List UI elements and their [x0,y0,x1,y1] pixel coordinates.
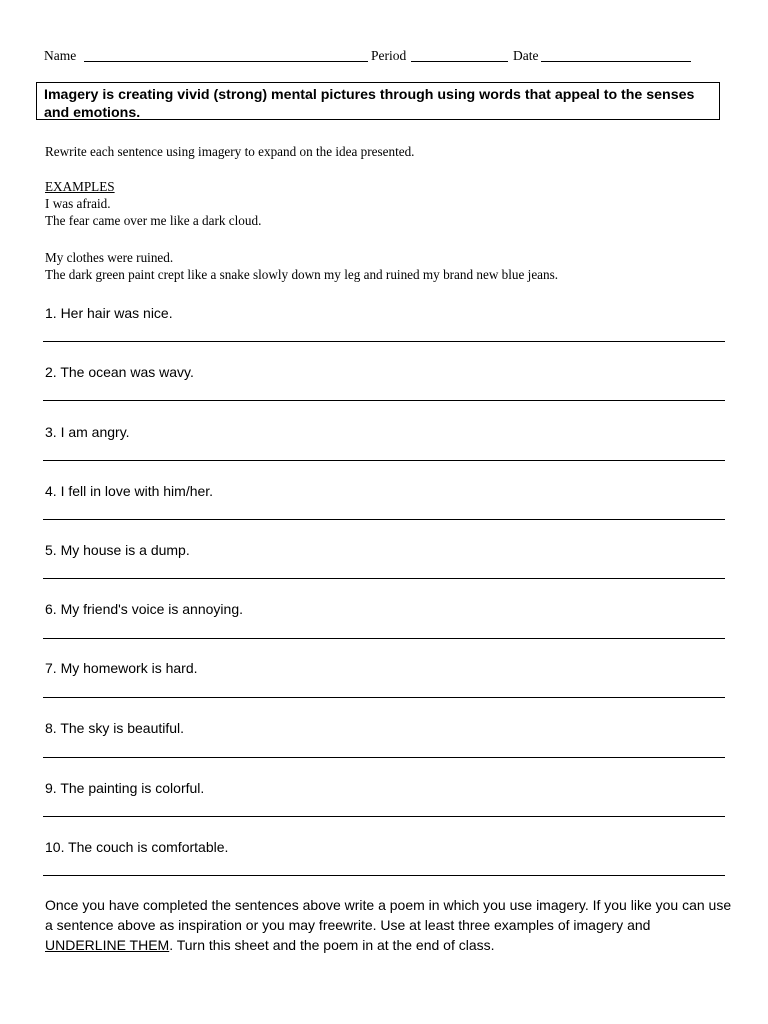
header-fields [44,48,724,68]
date-field[interactable] [541,61,691,62]
date-label: Date [513,48,539,63]
sentence-prompt: 9. The painting is colorful. [45,780,205,796]
definition-box: Imagery is creating vivid (strong) mental pictures through using words that appeal to the senses and emotions. [36,82,720,120]
sentence-prompt: 1. Her hair was nice. [45,305,173,321]
period-field[interactable] [411,61,508,62]
answer-line[interactable] [43,697,725,698]
underline-them-text: UNDERLINE THEM [45,937,170,953]
example-plain: I was afraid. [45,196,111,211]
sentence-prompt: 8. The sky is beautiful. [45,720,185,736]
closing-instructions [45,895,735,955]
answer-line[interactable] [43,816,725,817]
closing-text: Once you have completed the sentences above write a poem in which you use imagery. If you like you can use a sentence above as inspiration or you may freewrite. Use at least three examples of imagery and [45,897,732,933]
sentence-prompt: 5. My house is a dump. [45,542,190,558]
sentence-prompt: 10. The couch is comfortable. [45,839,229,855]
answer-line[interactable] [43,341,725,342]
examples-heading: EXAMPLES [45,179,115,194]
sentence-prompt: 2. The ocean was wavy. [45,364,194,380]
example-imagery: The fear came over me like a dark cloud. [45,213,262,228]
answer-line[interactable] [43,460,725,461]
answer-line[interactable] [43,638,725,639]
sentence-prompt: 6. My friend's voice is annoying. [45,601,243,617]
closing-text-end: . Turn this sheet and the poem in at the end of class. [169,937,495,953]
sentence-prompt: 4. I fell in love with him/her. [45,483,214,499]
answer-line[interactable] [43,400,725,401]
sentence-prompt: 7. My homework is hard. [45,660,198,676]
example-imagery: The dark green paint crept like a snake slowly down my leg and ruined my brand new blue jeans. [45,267,559,282]
instruction-text: Rewrite each sentence using imagery to expand on the idea presented. [45,144,415,159]
period-label: Period [371,48,407,63]
name-label: Name [44,48,77,63]
name-field[interactable] [84,61,368,62]
answer-line[interactable] [43,519,725,520]
sentence-prompt: 3. I am angry. [45,424,130,440]
answer-line[interactable] [43,578,725,579]
example-plain: My clothes were ruined. [45,250,174,265]
answer-line[interactable] [43,875,725,876]
answer-line[interactable] [43,757,725,758]
